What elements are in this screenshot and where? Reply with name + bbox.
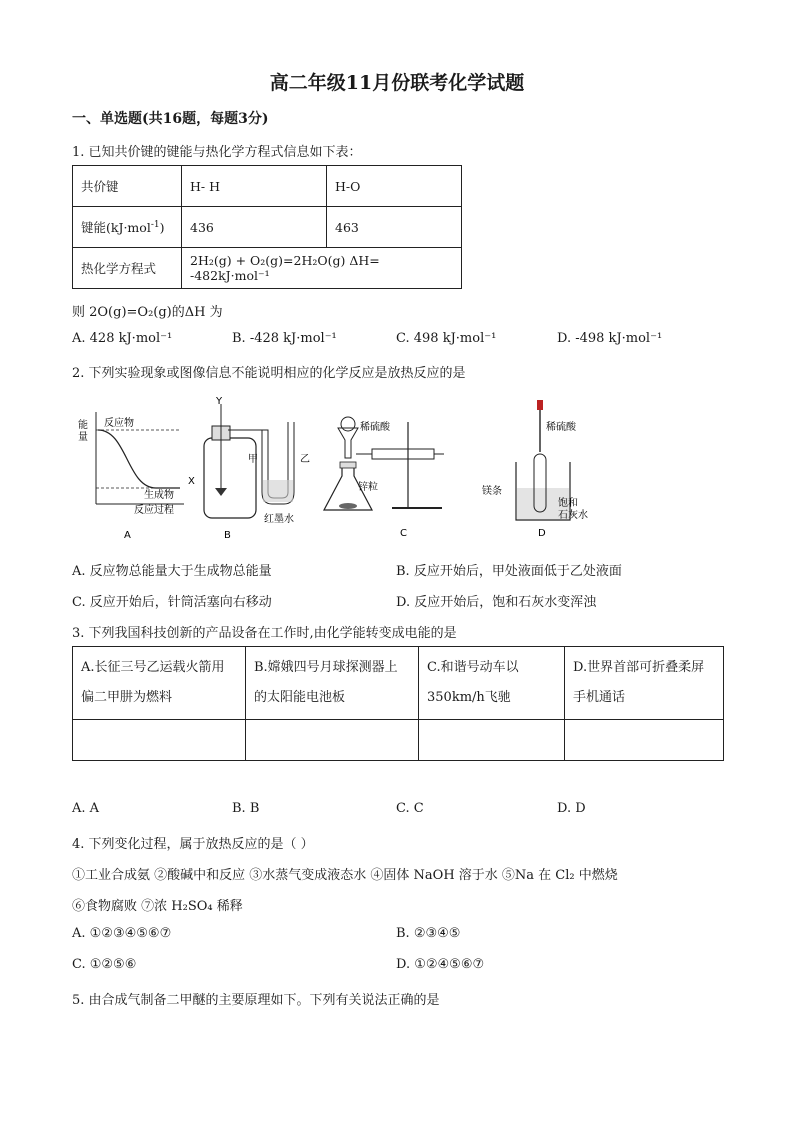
- q3-option-c: C. C: [396, 801, 424, 816]
- q3-table: [72, 646, 724, 761]
- q2-option-a: A. 反应物总能量大于生成物总能量: [72, 564, 272, 579]
- fig-label: 反应过程: [134, 505, 174, 516]
- q3-option-d: D. D: [557, 801, 586, 816]
- figure-c-syringe-apparatus: [324, 417, 444, 539]
- q4-option-c: C. ①②⑤⑥: [72, 957, 137, 972]
- q3-cell-a: A.长征三号乙运载火箭用偏二甲肼为燃料: [73, 647, 246, 720]
- page-title: 高二年级11月份联考化学试题: [269, 72, 525, 94]
- q3-option-b: B. B: [232, 801, 260, 816]
- q1-option-d: D. -498 kJ·mol⁻¹: [557, 331, 663, 346]
- fig-label: 量: [78, 432, 88, 443]
- q1-ask: 则 2O(g)=O₂(g)的ΔH 为: [72, 305, 223, 320]
- q4-option-a: A. ①②③④⑤⑥⑦: [72, 926, 172, 941]
- q3-cell-b: B.嫦娥四号月球探测器上的太阳能电池板: [246, 647, 419, 720]
- q4-option-d: D. ①②④⑤⑥⑦: [396, 957, 485, 972]
- figure-d-beaker-apparatus: [482, 400, 588, 539]
- q1-cell: 436: [182, 207, 327, 248]
- fig-label: X: [188, 476, 195, 487]
- q1-cell: H-O: [327, 166, 462, 207]
- figure-a-energy-diagram: [78, 412, 184, 541]
- q1-cell-equation: 2H₂(g) + O₂(g)=2H₂O(g) ΔH= -482kJ·mol⁻¹: [182, 248, 462, 289]
- fig-label: 锌粒: [358, 482, 378, 493]
- q1-option-a: A. 428 kJ·mol⁻¹: [72, 331, 173, 346]
- fig-label: 石灰水: [558, 510, 588, 521]
- q2-stem: 2. 下列实验现象或图像信息不能说明相应的化学反应是放热反应的是: [72, 366, 466, 381]
- q1-cell: 463: [327, 207, 462, 248]
- q4-items-line2: ⑥食物腐败 ⑦浓 H₂SO₄ 稀释: [72, 899, 243, 914]
- q3-stem: 3. 下列我国科技创新的产品设备在工作时,由化学能转变成电能的是: [72, 626, 457, 641]
- fig-label: 生成物: [144, 490, 174, 501]
- q2-option-d: D. 反应开始后，饱和石灰水变浑浊: [396, 595, 597, 610]
- q2-option-c: C. 反应开始后，针筒活塞向右移动: [72, 595, 272, 610]
- fig-label: 甲: [248, 454, 258, 465]
- q3-cell-empty: [73, 720, 246, 761]
- q4-stem: 4. 下列变化过程，属于放热反应的是（ ）: [72, 837, 314, 852]
- q4-option-b: B. ②③④⑤: [396, 926, 461, 941]
- fig-label: 乙: [300, 454, 310, 465]
- q3-option-a: A. A: [72, 801, 100, 816]
- figure-b-u-tube-apparatus: [188, 396, 310, 541]
- fig-label: 镁条: [482, 486, 502, 497]
- q1-cell: H- H: [182, 166, 327, 207]
- fig-label: Y: [216, 396, 223, 407]
- q1-option-c: C. 498 kJ·mol⁻¹: [396, 331, 497, 346]
- q1-cell: 共价键: [73, 166, 182, 207]
- q1-option-b: B. -428 kJ·mol⁻¹: [232, 331, 337, 346]
- q3-cell-c: C.和谐号动车以350km/h飞驰: [419, 647, 565, 720]
- fig-label: 饱和: [558, 498, 578, 509]
- fig-label: 稀硫酸: [360, 422, 390, 433]
- fig-label: 稀硫酸: [546, 422, 576, 433]
- fig-label: D: [538, 528, 546, 539]
- q3-cell-empty: [419, 720, 565, 761]
- fig-label: A: [124, 530, 131, 541]
- q2-option-b: B. 反应开始后，甲处液面低于乙处液面: [396, 564, 622, 579]
- fig-label: B: [224, 530, 231, 541]
- fig-label: 反应物: [104, 418, 134, 429]
- fig-label: 能: [78, 420, 88, 431]
- q1-table: [72, 165, 462, 289]
- q1-cell: 热化学方程式: [73, 248, 182, 289]
- fig-label: 红墨水: [264, 514, 294, 525]
- q4-items-line1: ①工业合成氨 ②酸碱中和反应 ③水蒸气变成液态水 ④固体 NaOH 溶于水 ⑤Na 在 Cl₂ 中燃烧: [72, 868, 618, 883]
- fig-label: C: [400, 528, 407, 539]
- q1-cell-bond-energy-label: 键能(kJ·mol$^{-1}$): [73, 207, 182, 248]
- q1-stem: 1. 已知共价键的键能与热化学方程式信息如下表：: [72, 145, 362, 160]
- q3-cell-d: D.世界首部可折叠柔屏手机通话: [565, 647, 724, 720]
- section-heading: 一、单选题(共16题，每题3分): [72, 111, 269, 127]
- q2-figure: [72, 392, 632, 547]
- q3-cell-empty: [246, 720, 419, 761]
- q3-cell-empty: [565, 720, 724, 761]
- q5-stem: 5. 由合成气制备二甲醚的主要原理如下。下列有关说法正确的是: [72, 993, 440, 1008]
